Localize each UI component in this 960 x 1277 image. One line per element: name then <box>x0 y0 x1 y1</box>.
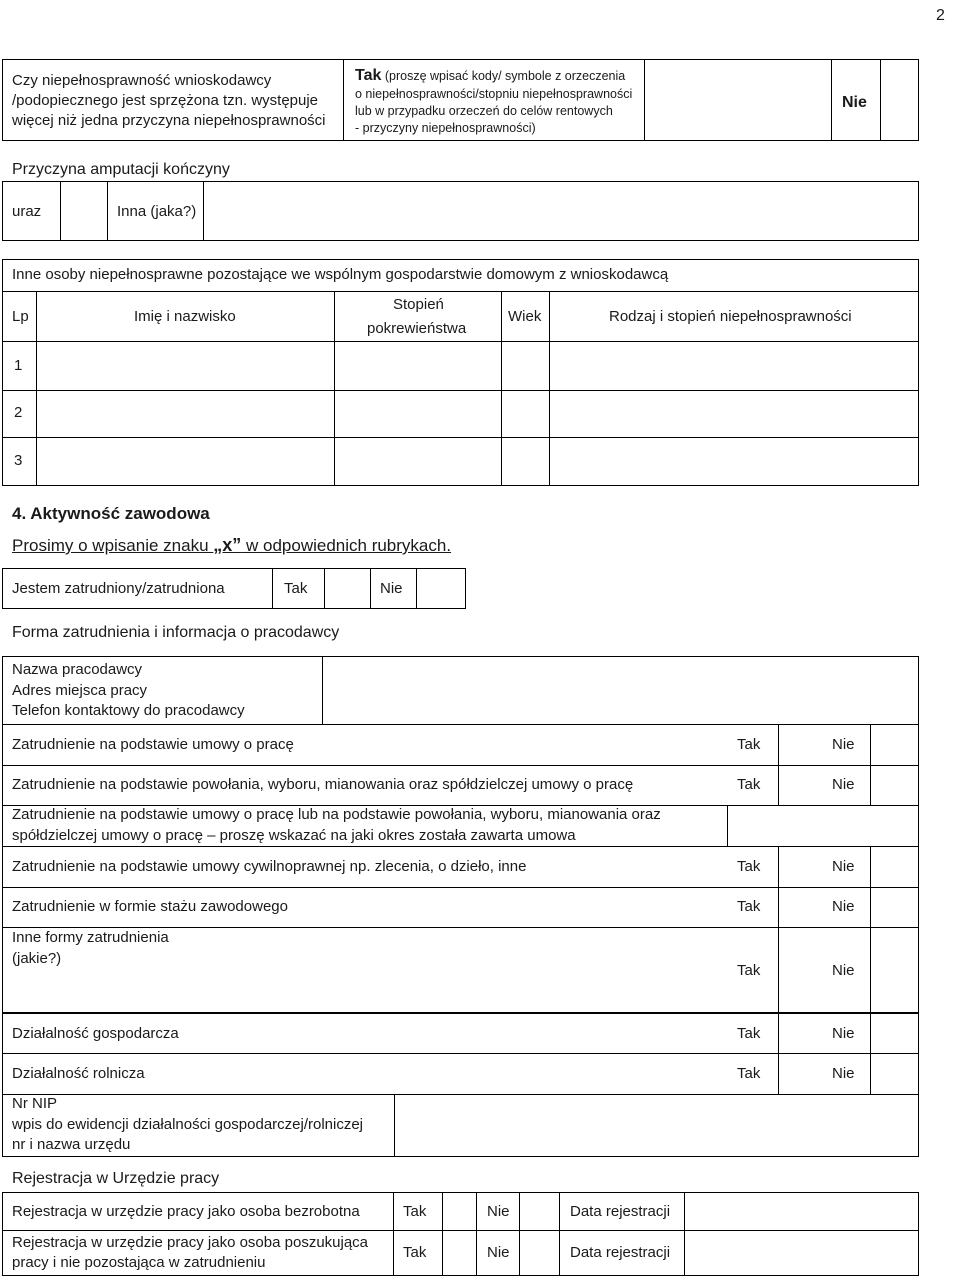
amputation-inna-label: Inna (jaka?) <box>117 203 197 220</box>
row-appointment-nie: Nie <box>832 776 855 793</box>
household-col-relation-line2: pokrewieństwa <box>367 320 467 337</box>
row-business-tak: Tak <box>737 1025 761 1042</box>
row-other-tak-checkbox[interactable] <box>779 928 825 1012</box>
employment-title: Forma zatrudnienia i informacja o pracodawcy <box>12 624 340 641</box>
row-intern-nie: Nie <box>832 898 855 915</box>
household-title: Inne osoby niepełnosprawne pozostające we wspólnym gospodarstwie domowym z wnioskodawcą <box>12 266 669 283</box>
household-col-disability: Rodzaj i stopień niepełnosprawności <box>609 308 852 325</box>
disability-tak-note2: o niepełnosprawności/stopniu niepełnosprawności <box>355 87 633 101</box>
row-period-field[interactable] <box>728 806 918 846</box>
registration-unemployed-date-label: Data rejestracji <box>570 1203 671 1220</box>
row-intern-label: Zatrudnienie w formie stażu zawodowego <box>12 898 288 915</box>
disability-question-line1: Czy niepełnosprawność wnioskodawcy <box>12 72 272 89</box>
row-contract-nie-checkbox[interactable] <box>871 725 918 765</box>
disability-nie-checkbox[interactable] <box>881 60 918 140</box>
registration-jobseeker-date-field[interactable] <box>685 1231 918 1275</box>
row-appointment-label: Zatrudnienie na podstawie powołania, wyboru, mianowania oraz spółdzielczej umowy o pracę <box>12 776 634 793</box>
row-farming-tak: Tak <box>737 1065 761 1082</box>
registration-unemployed-nie-checkbox[interactable] <box>520 1193 559 1230</box>
row-civil-label: Zatrudnienie na podstawie umowy cywilnoprawnej np. zlecenia, o dzieło, inne <box>12 858 527 875</box>
amputation-title: Przyczyna amputacji kończyny <box>12 161 230 178</box>
registration-jobseeker-nie-checkbox[interactable] <box>520 1231 559 1275</box>
row-farming-label: Działalność rolnicza <box>12 1065 145 1082</box>
row-intern-tak-checkbox[interactable] <box>779 888 825 927</box>
registration-jobseeker-tak-checkbox[interactable] <box>443 1231 476 1275</box>
row-business-nie: Nie <box>832 1025 855 1042</box>
row-contract-tak: Tak <box>737 736 761 753</box>
activity-instruction-mark: „x” <box>213 535 242 555</box>
row-business-label: Działalność gospodarcza <box>12 1025 179 1042</box>
row-civil-nie: Nie <box>832 858 855 875</box>
row-civil-tak-checkbox[interactable] <box>779 847 825 887</box>
nip-field[interactable] <box>395 1095 918 1156</box>
row-other-line1: Inne formy zatrudnienia <box>12 929 169 946</box>
row-appointment-nie-checkbox[interactable] <box>871 766 918 805</box>
employer-phone-label: Telefon kontaktowy do pracodawcy <box>12 702 245 719</box>
amputation-uraz-checkbox[interactable] <box>61 182 107 240</box>
registration-title: Rejestracja w Urzędzie pracy <box>12 1170 220 1187</box>
row-contract-nie: Nie <box>832 736 855 753</box>
amputation-uraz-label: uraz <box>12 203 42 220</box>
row-farming-tak-checkbox[interactable] <box>779 1054 825 1094</box>
registration-jobseeker-line1: Rejestracja w urzędzie pracy jako osoba poszukująca <box>12 1234 369 1251</box>
row-farming-nie-checkbox[interactable] <box>871 1054 918 1094</box>
employer-info-field[interactable] <box>323 657 918 724</box>
registration-jobseeker-nie: Nie <box>487 1244 510 1261</box>
row-civil-tak: Tak <box>737 858 761 875</box>
registration-jobseeker-date-label: Data rejestracji <box>570 1244 671 1261</box>
row-contract-tak-checkbox[interactable] <box>779 725 825 765</box>
activity-heading: 4. Aktywność zawodowa <box>12 504 210 523</box>
employer-address-label: Adres miejsca pracy <box>12 682 148 699</box>
household-row-3-lp: 3 <box>14 452 23 469</box>
row-other-tak: Tak <box>737 962 761 979</box>
row-appointment-tak: Tak <box>737 776 761 793</box>
registration-unemployed-label: Rejestracja w urzędzie pracy jako osoba bezrobotna <box>12 1203 360 1220</box>
employed-tak-checkbox[interactable] <box>325 569 370 608</box>
row-contract-label: Zatrudnienie na podstawie umowy o pracę <box>12 736 294 753</box>
employed-tak-label: Tak <box>284 580 308 597</box>
disability-tak-line1 <box>355 67 625 86</box>
registration-unemployed-tak-checkbox[interactable] <box>443 1193 476 1230</box>
household-row-1-lp: 1 <box>14 357 23 374</box>
disability-tak-field[interactable] <box>645 60 831 140</box>
household-rows-input-area[interactable] <box>37 342 918 485</box>
row-intern-tak: Tak <box>737 898 761 915</box>
activity-instruction-prefix: Prosimy o wpisanie znaku <box>12 536 214 555</box>
disability-question-line3: więcej niż jedna przyczyna niepełnosprawności <box>12 112 326 129</box>
row-civil-nie-checkbox[interactable] <box>871 847 918 887</box>
row-business-tak-checkbox[interactable] <box>779 1014 825 1053</box>
row-appointment-tak-checkbox[interactable] <box>779 766 825 805</box>
row-farming-nie: Nie <box>832 1065 855 1082</box>
disability-tak-note3: lub w przypadku orzeczeń do celów rentowych <box>355 104 613 118</box>
row-other-field[interactable] <box>200 928 725 1012</box>
nip-office-label: nr i nazwa urzędu <box>12 1136 131 1153</box>
employed-label: Jestem zatrudniony/zatrudniona <box>12 580 225 597</box>
registration-unemployed-tak: Tak <box>403 1203 427 1220</box>
row-other-nie-checkbox[interactable] <box>871 928 918 1012</box>
amputation-inna-field[interactable] <box>204 182 918 240</box>
page-number: 2 <box>936 7 945 24</box>
household-col-age: Wiek <box>508 308 542 325</box>
disability-tak-note1: (proszę wpisać kody/ symbole z orzeczenia <box>381 69 626 83</box>
registration-jobseeker-line2: pracy i nie pozostająca w zatrudnieniu <box>12 1254 266 1271</box>
row-business-nie-checkbox[interactable] <box>871 1014 918 1053</box>
employer-name-label: Nazwa pracodawcy <box>12 661 143 678</box>
registration-unemployed-nie: Nie <box>487 1203 510 1220</box>
row-other-nie: Nie <box>832 962 855 979</box>
household-col-lp: Lp <box>12 308 29 325</box>
disability-tak-note4: - przyczyny niepełnosprawności) <box>355 121 536 135</box>
row-other-line2: (jakie?) <box>12 950 62 967</box>
household-row-2-lp: 2 <box>14 404 23 421</box>
employed-nie-checkbox[interactable] <box>417 569 465 608</box>
registration-unemployed-date-field[interactable] <box>685 1193 918 1230</box>
activity-instruction-suffix: w odpowiednich rubrykach. <box>241 536 452 555</box>
row-period-line1: Zatrudnienie na podstawie umowy o pracę lub na podstawie powołania, wyboru, mianowania oraz <box>12 806 661 823</box>
household-col-relation-line1: Stopień <box>393 296 444 313</box>
activity-instruction <box>12 534 451 557</box>
employed-nie-label: Nie <box>380 580 403 597</box>
nip-label: Nr NIP <box>12 1095 57 1112</box>
row-period-line2: spółdzielczej umowy o pracę – proszę wskazać na jaki okres została zawarta umowa <box>12 827 576 844</box>
disability-question-line2: /podopiecznego jest sprzężona tzn. występuje <box>12 92 319 109</box>
disability-tak-label: Tak <box>355 67 382 84</box>
disability-nie-label: Nie <box>842 94 867 111</box>
row-intern-nie-checkbox[interactable] <box>871 888 918 927</box>
registration-jobseeker-tak: Tak <box>403 1244 427 1261</box>
nip-register-label: wpis do ewidencji działalności gospodarczej/rolniczej <box>12 1116 364 1133</box>
household-col-name: Imię i nazwisko <box>134 308 236 325</box>
